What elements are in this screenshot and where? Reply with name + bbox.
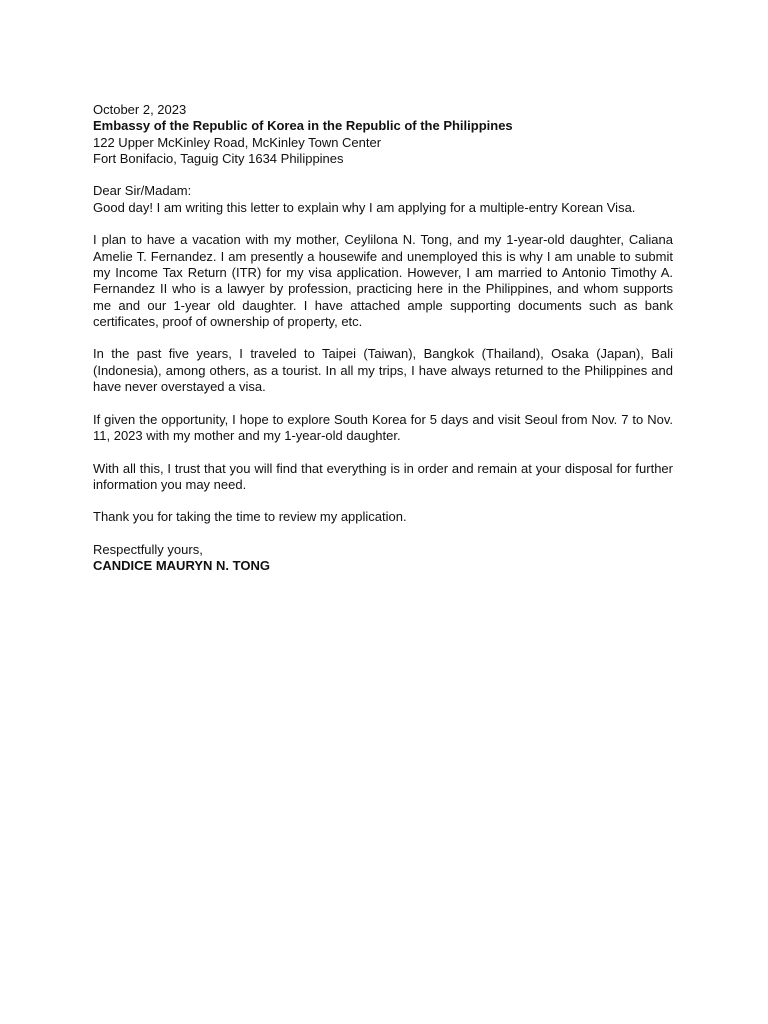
signature-name: CANDICE MAURYN N. TONG <box>93 558 270 574</box>
closing: Respectfully yours, <box>93 542 203 558</box>
body-paragraph: With all this, I trust that you will find that everything is in order and remain at your disposal for further information you may need. <box>93 460 673 492</box>
body-paragraph: If given the opportunity, I hope to explore South Korea for 5 days and visit Seoul from Nov. 7 to Nov. 11, 2023 with my mother and my 1-year-old daughter. <box>93 411 673 443</box>
body-paragraph: In the past five years, I traveled to Taipei (Taiwan), Bangkok (Thailand), Osaka (Japan), Bali (Indonesia), among others, as a tourist. In all my trips, I have always returned to the Philippines and have never overstayed a visa. <box>93 346 673 395</box>
body-paragraph: Good day! I am writing this letter to explain why I am applying for a multiple-entry Korean Visa. <box>93 199 636 215</box>
salutation: Dear Sir/Madam: <box>93 183 192 199</box>
letter-date: October 2, 2023 <box>93 102 187 117</box>
recipient-address-line-2: Fort Bonifacio, Taguig City 1634 Philippines <box>93 150 344 166</box>
body-paragraph: I plan to have a vacation with my mother, Ceylilona N. Tong, and my 1-year-old daughter, Caliana Amelie T. Fernandez. I am presently a housewife and unemployed this is why I am unable to submit my Income Tax Return (ITR) for my visa application. However, I am married to Antonio Timothy A. Fernandez II who is a lawyer by profession, practicing here in the Philippines, and whom supports me and our 1-year old daughter. I have attached ample supporting documents such as bank certificates, proof of ownership of property, etc. <box>93 232 673 329</box>
letter-page <box>93 102 673 575</box>
recipient-address <box>93 118 673 167</box>
body-paragraph: Thank you for taking the time to review my application. <box>93 509 407 525</box>
recipient-name: Embassy of the Republic of Korea in the Republic of the Philippines <box>93 118 513 134</box>
recipient-address-line-1: 122 Upper McKinley Road, McKinley Town Center <box>93 134 382 150</box>
